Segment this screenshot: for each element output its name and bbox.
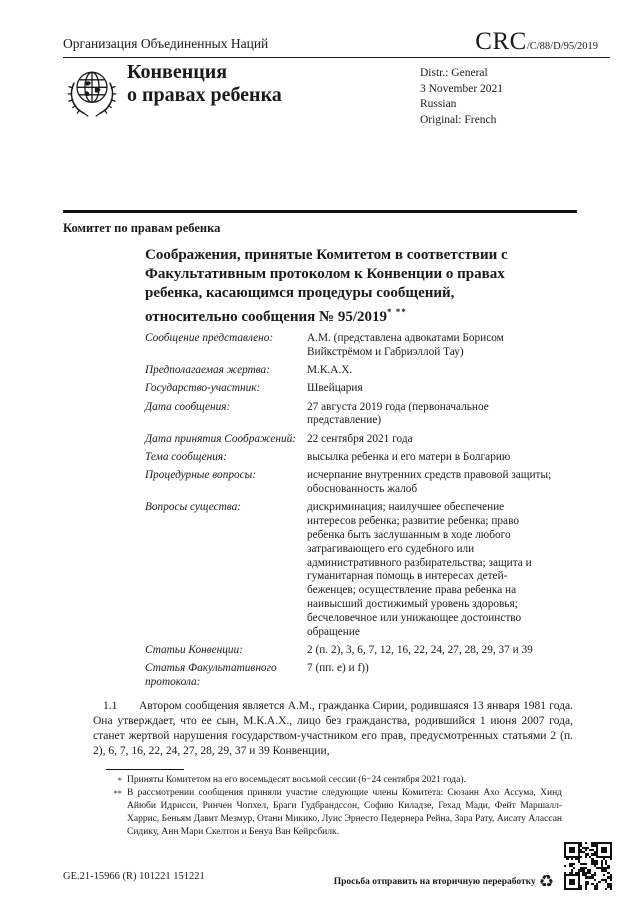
meta-label: Сообщение представлено: [145, 332, 274, 344]
table-row [145, 501, 553, 639]
meta-label: Процедурные вопросы: [145, 469, 257, 482]
meta-value: 7 (пп. e) и f)) [307, 662, 369, 675]
distr-line: Distr.: General [420, 67, 488, 79]
doc-symbol-prefix: CRC [475, 28, 527, 55]
footnote-text: Приняты Комитетом на его восемьдесят восьмой сессии (6−24 сентября 2021 года). [127, 775, 466, 785]
paragraph-1-1 [93, 699, 573, 759]
recycle-notice [334, 872, 554, 892]
case-metadata-table [145, 332, 553, 694]
meta-value: М.К.А.Х. [307, 364, 353, 377]
footnote-text: В рассмотрении сообщения приняли участие следующие члены Комитета: Сюзанн Ахо Ассума, Хинд Айюби Идрисси, Ринчен Чопхел, Браги Гудбрандссон, Софию Киладзе, Гехад Мади, Фейт Маршалл-Харрис, Беньям Давит Мезмур, Отани Микико, Луис Эрнесто Педернера Рейна, Зара Рату, Аисату Алассан Сидику, Анн Мари Скелтон и Бенуа Ван Кейрсбилк. [127, 788, 562, 837]
meta-label: Тема сообщения: [145, 451, 227, 464]
paragraph-number: 1.1 [103, 700, 118, 712]
meta-value: высылка ребенка и его матери в Болгарию [307, 451, 511, 464]
paragraph-text: Автором сообщения является А.М., гражданка Сирии, родившаяся 13 января 1981 года. Она утверждает, что ее сын, М.К.А.Х., лицо без гражданства, родившийся 1 июня 2007 года, станет жертвой нарушения государством-участником его прав, предусмотренных статьями 2 (п. 2), 6, 7, 16, 22, 24, 27, 28, 29, 37 и 39 Конвенции, [93, 700, 573, 757]
table-row [145, 644, 553, 658]
meta-value: исчерпание внутренних средств правовой защиты; обоснованность жалоб [307, 469, 552, 496]
meta-value: дискриминация; наилучшее обеспечение интересов ребенка; развитие ребенка; право ребенка быть заслушанным в ходе любого затрагивающего его судебного или административного разбирательства; защита и гуманитарная помощь в интересах детей-беженцев; осуществление права ребенка на наивысший достижимый уровень здоровья; бесчеловечное или унижающее достоинство обращение [307, 501, 532, 638]
header-divider [63, 57, 610, 58]
footnotes [104, 774, 562, 839]
convention-title-line2: о правах ребенка [127, 84, 282, 106]
date-line: 3 November 2021 [420, 82, 504, 95]
meta-value: 27 августа 2019 года (первоначальное представление) [307, 400, 489, 427]
footnote-marker: * [117, 775, 122, 785]
meta-label: Дата сообщения: [145, 400, 231, 413]
meta-value: 2 (п. 2), 3, 6, 7, 12, 16, 22, 24, 27, 28, 29, 37 и 39 [307, 643, 533, 656]
title-footnote-refs: * ** [387, 307, 407, 317]
original-language-line: Original: French [420, 113, 497, 126]
table-row [145, 332, 553, 360]
table-row [145, 364, 553, 378]
meta-value: Швейцария [307, 382, 363, 395]
section-divider [63, 210, 577, 213]
convention-title [127, 61, 282, 107]
convention-title-line1: Конвенция [127, 61, 228, 83]
meta-value: А.М. (представлена адвокатами Борисом Вийкстрёмом и Габриэллой Тау) [307, 332, 504, 358]
meta-label: Статья Факультативного протокола: [145, 662, 277, 689]
meta-label: Вопросы существа: [145, 501, 242, 514]
meta-label: Государство-участник: [145, 382, 261, 395]
footnote-item [104, 774, 562, 787]
table-row [145, 382, 553, 396]
meta-label: Предполагаемая жертва: [145, 364, 270, 377]
footnote-marker: ** [113, 788, 122, 798]
document-title-text: Соображения, принятые Комитетом в соответствии с Факультативным протоколом к Конвенции о правах ребенка, касающимся процедуры сообщений, относительно сообщения № 95/2019 [145, 247, 508, 325]
meta-label: Статьи Конвенции: [145, 643, 243, 656]
committee-heading: Комитет по правам ребенка [63, 221, 221, 235]
ge-document-number: GE.21-15966 (R) 101221 151221 [63, 871, 205, 882]
table-row [145, 451, 553, 465]
distribution-block [420, 66, 503, 128]
language-line: Russian [420, 98, 457, 110]
table-row [145, 662, 553, 690]
table-row [145, 469, 553, 497]
meta-value: 22 сентября 2021 года [307, 432, 413, 445]
footnote-divider [106, 769, 184, 770]
table-row [145, 433, 553, 447]
recycle-icon: ♻ [538, 872, 554, 892]
doc-symbol-suffix: /C/88/D/95/2019 [526, 41, 598, 52]
qr-code [564, 842, 612, 890]
meta-label: Дата принятия Соображений: [145, 432, 297, 445]
footnote-item [104, 787, 562, 839]
table-row [145, 401, 553, 429]
document-title [145, 246, 545, 327]
un-org-name: Организация Объединенных Наций [63, 36, 269, 51]
recycle-text: Просьба отправить на вторичную переработку [333, 877, 536, 887]
un-emblem-icon [62, 62, 122, 122]
document-symbol [475, 28, 598, 56]
